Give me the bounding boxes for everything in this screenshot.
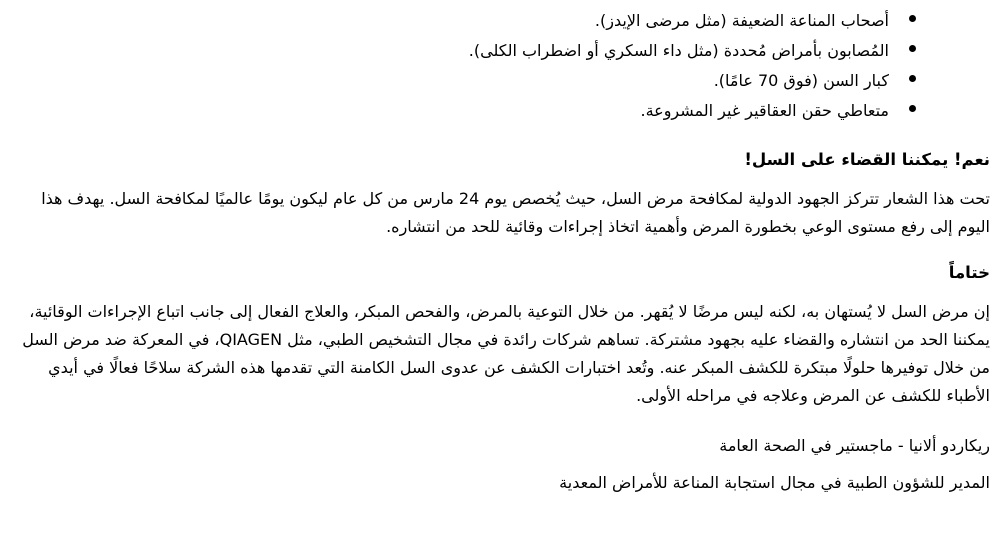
bullet-icon xyxy=(909,105,916,112)
slogan-paragraph: تحت هذا الشعار تتركز الجهود الدولية لمكافحة مرض السل، حيث يُخصص يوم 24 مارس من كل عام ليكون يومًا عالميًا لمكافحة السل. يهدف هذا اليوم إلى رفع مستوى الوعي بخطورة المرض وأهمية اتخاذ إجراءات وقائية للحد من انتشاره. xyxy=(41,189,990,236)
risk-groups-list xyxy=(16,4,990,126)
slogan-heading: نعم! يمكننا القضاء على السل! xyxy=(744,150,990,169)
list-item xyxy=(16,96,916,126)
signature-title: المدير للشؤون الطبية في مجال استجابة المناعة للأمراض المعدية xyxy=(559,473,990,492)
closing-heading: ختاماً xyxy=(948,263,990,282)
list-item xyxy=(16,36,916,66)
bullet-icon xyxy=(909,15,916,22)
list-item-text: كبار السن (فوق 70 عامًا). xyxy=(713,71,889,90)
list-item-text: المُصابون بأمراض مُحددة (مثل داء السكري أو اضطراب الكلى). xyxy=(468,41,889,60)
list-item-text: أصحاب المناعة الضعيفة (مثل مرضى الإيدز). xyxy=(594,11,889,30)
bullet-icon xyxy=(909,75,916,82)
list-item xyxy=(16,6,916,36)
bullet-icon xyxy=(909,45,916,52)
signature-name: ريكاردو ألانيا - ماجستير في الصحة العامة xyxy=(719,436,990,455)
closing-paragraph: إن مرض السل لا يُستهان به، لكنه ليس مرضًا لا يُقهر. من خلال التوعية بالمرض، والفحص المبكر، والعلاج الفعال إلى جانب اتباع الإجراءات الوقائية، يمكننا الحد من انتشاره والقضاء عليه بجهود مشتركة. تساهم شركات رائدة في مجال التشخيص الطبي، مثل QIAGEN، في المعركة ضد مرض السل من خلال توفيرها حلولًا مبتكرة للكشف المبكر عنه. وتُعد اختبارات الكشف عن عدوى السل الكامنة التي تقدمها هذه الشركة سلاحًا فعالًا في أيدي الأطباء للكشف عن المرض وعلاجه في مراحله الأولى. xyxy=(22,302,990,405)
list-item-text: متعاطي حقن العقاقير غير المشروعة. xyxy=(640,101,889,120)
list-item xyxy=(16,66,916,96)
